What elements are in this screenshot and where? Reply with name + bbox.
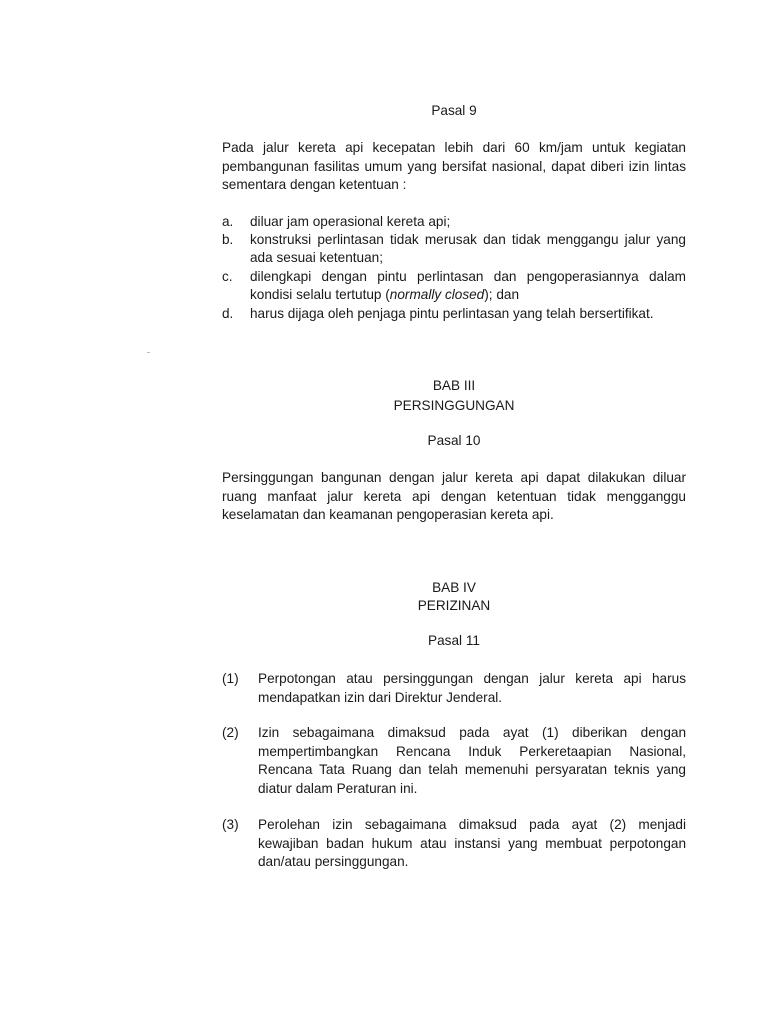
ayat-label: (2) [222, 725, 239, 740]
pasal-11-title: Pasal 11 [428, 633, 480, 648]
list-text-italic: normally closed [389, 287, 485, 303]
ayat-label: (1) [222, 671, 239, 686]
list-text-part: dilengkapi dengan pintu perlintasan dan pengoperasiannya dalam kondisi selalu tertutup ( [250, 269, 686, 303]
pasal-10-paragraph: Persinggungan bangunan dengan jalur kereta api dapat dilakukan diluar ruang manfaat jalur kereta api dengan ketentuan tidak mengganggu keselamatan dan keamanan pengoperasian kereta api. [222, 470, 686, 523]
list-item-a [222, 213, 686, 231]
ayat-label: (3) [222, 817, 239, 832]
ayat-1 [222, 670, 686, 707]
list-item-c [222, 268, 686, 305]
list-label: d. [222, 306, 234, 321]
bab-4-heading: BAB IV [432, 580, 476, 595]
bab-3-subheading: PERSINGGUNGAN [393, 398, 515, 413]
ayat-text: Perolehan izin sebagaimana dimaksud pada ayat (2) menjadi kewajiban badan hukum atau instansi yang membuat perpotongan dan/atau persinggungan. [258, 817, 686, 870]
ayat-text: Izin sebagaimana dimaksud pada ayat (1) diberikan dengan mempertimbangkan Rencana Induk Perkeretaapian Nasional, Rencana Tata Ruang dan telah memenuhi persyaratan teknis yang diatur dalam Peraturan ini. [258, 725, 686, 796]
list-text: diluar jam operasional kereta api; [250, 214, 451, 229]
ayat-3 [222, 816, 686, 872]
list-label: c. [222, 269, 233, 284]
bab-4-subheading: PERIZINAN [417, 598, 491, 613]
ayat-2 [222, 724, 686, 798]
list-label: a. [222, 214, 234, 229]
ayat-text: Perpotongan atau persinggungan dengan jalur kereta api harus mendapatkan izin dari Direktur Jenderal. [258, 671, 686, 705]
pasal-9-intro: Pada jalur kereta api kecepatan lebih dari 60 km/jam untuk kegiatan pembangunan fasilitas umum yang bersifat nasional, dapat diberi izin lintas sementara dengan ketentuan : [222, 140, 686, 193]
list-item-d [222, 305, 686, 323]
scan-speck [147, 352, 150, 353]
list-label: b. [222, 232, 234, 247]
pasal-10-title: Pasal 10 [427, 433, 481, 448]
pasal-9-title: Pasal 9 [431, 103, 477, 118]
bab-3-heading: BAB III [432, 378, 476, 393]
list-text [250, 268, 686, 305]
list-text: harus dijaga oleh penjaga pintu perlintasan yang telah bersertifikat. [250, 306, 654, 321]
list-text-part: ); dan [484, 287, 520, 303]
list-item-b [222, 231, 686, 268]
list-text: konstruksi perlintasan tidak merusak dan tidak menggangu jalur yang ada sesuai ketentuan; [250, 232, 686, 266]
